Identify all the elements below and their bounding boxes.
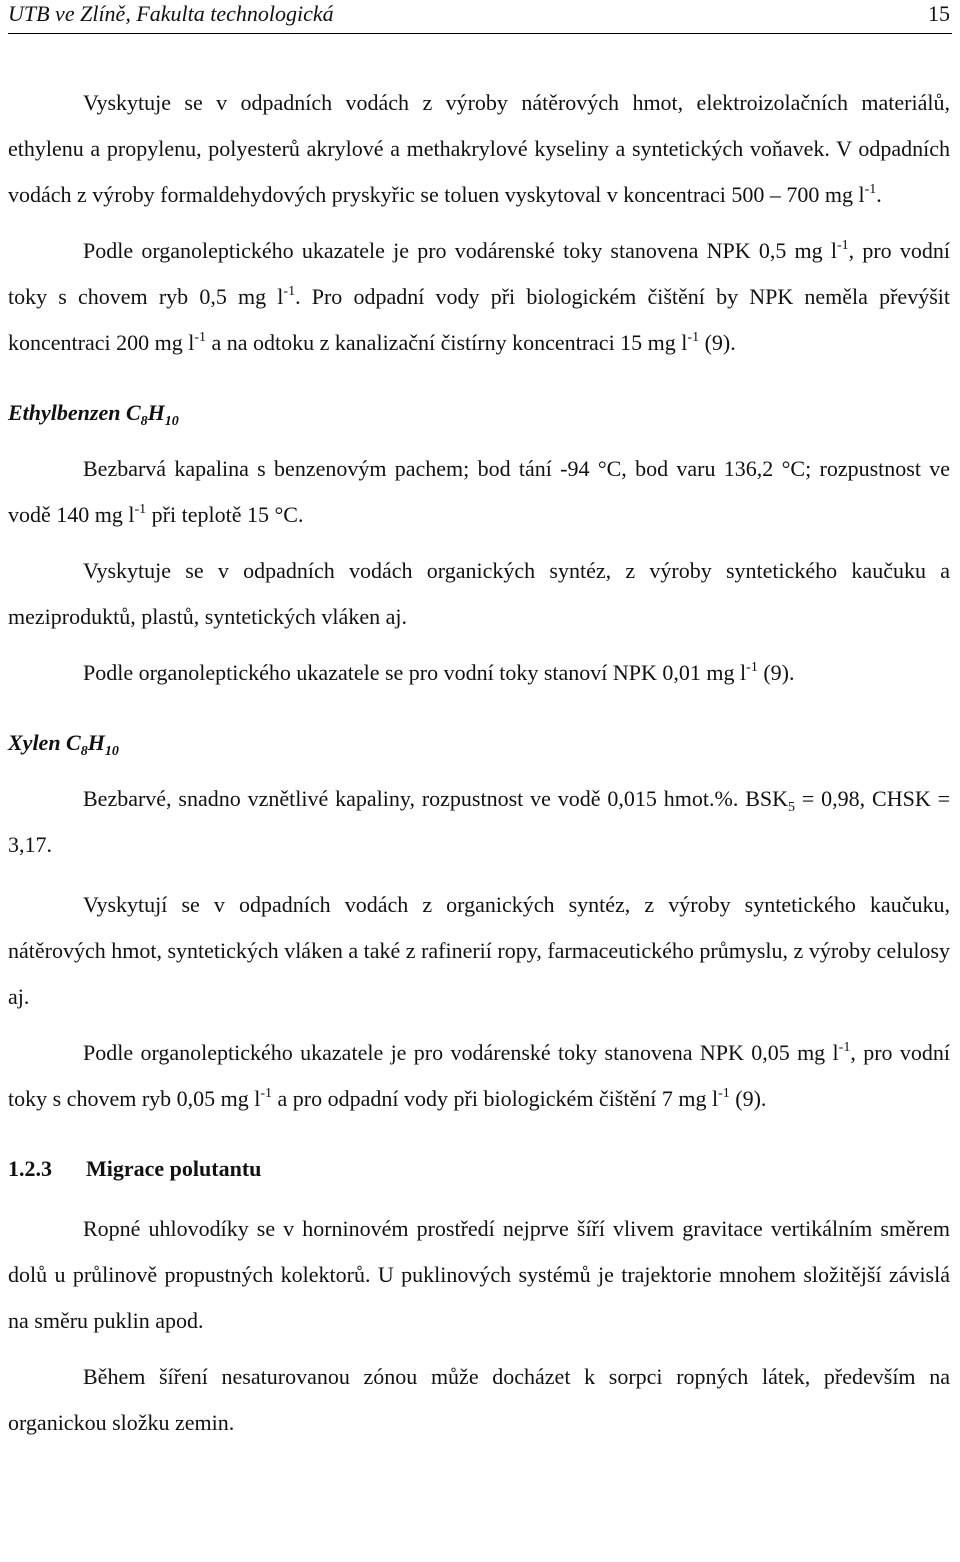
ethylbenzen-npk-paragraph: Podle organoleptického ukazatele se pro vodní toky stanoví NPK 0,01 mg $l^{-1}$ (9). xyxy=(83,660,795,685)
migration-paragraph-2: Během šíření nesaturovanou zónou může docházet k sorpci ropných látek, především na organickou složku zemin. xyxy=(8,1364,950,1435)
ethylbenzen-occurrence-paragraph: Vyskytuje se v odpadních vodách organických syntéz, z výroby syntetického kaučuku a meziproduktů, plastů, syntetických vláken aj. xyxy=(8,558,950,629)
section-number: 1.2.3 xyxy=(8,1156,52,1181)
header-title: UTB ve Zlíně, Fakulta technologická xyxy=(8,1,334,26)
page-number: 15 xyxy=(928,1,950,26)
section-title: Migrace polutantu xyxy=(86,1156,262,1181)
ethylbenzen-heading: Ethylbenzen $C_8H_{10}$ xyxy=(8,400,179,429)
migration-paragraph-1: Ropné uhlovodíky se v horninovém prostředí nejprve šíří vlivem gravitace vertikálním směrem dolů u průlinově propustných kolektorů. U puklinových systémů je trajektorie mnohem složitější závislá na směru puklin apod. xyxy=(8,1216,950,1333)
xylen-npk-paragraph: Podle organoleptického ukazatele je pro vodárenské toky stanovena NPK 0,05 mg $l^{-1}$, pro vodní toky s chovem ryb 0,05 mg $l^{-1}$ a pro odpadní vody při biologickém čištění 7 mg $l^{-1}$ (9). xyxy=(8,1040,950,1111)
page-header xyxy=(8,0,952,34)
page-content xyxy=(8,80,950,1446)
section-heading xyxy=(8,1146,950,1192)
xylen-occurrence-paragraph: Vyskytují se v odpadních vodách z organických syntéz, z výroby syntetického kaučuku, nátěrových hmot, syntetických vláken a také z rafinerií ropy, farmaceutického průmyslu, z výroby celulosy aj. xyxy=(8,892,950,1009)
toluen-occurrence-paragraph: Vyskytuje se v odpadních vodách z výroby nátěrových hmot, elektroizolačních materiálů, ethylenu a propylenu, polyesterů akrylové a methakrylové kyseliny a syntetických voňavek. V odpadních vodách z výroby formaldehydových pryskyřic se toluen vyskytoval v koncentraci 500 – 700 mg $l^{-1}$. xyxy=(8,90,950,207)
xylen-heading: Xylen $C_8H_{10}$ xyxy=(8,730,119,759)
ethylbenzen-properties-paragraph: Bezbarvá kapalina s benzenovým pachem; bod tání -94 °C, bod varu 136,2 °C; rozpustnost ve vodě 140 mg $l^{-1}$ při teplotě 15 °C. xyxy=(8,456,950,527)
toluen-npk-paragraph: Podle organoleptického ukazatele je pro vodárenské toky stanovena NPK 0,5 mg $l^{-1}$, pro vodní toky s chovem ryb 0,5 mg $l^{-1}$. Pro odpadní vody při biologickém čištění by NPK neměla převýšit koncentraci 200 mg $l^{-1}$ a na odtoku z kanalizační čistírny koncentraci 15 mg $l^{-1}$ (9). xyxy=(8,238,950,355)
xylen-properties-paragraph: Bezbarvé, snadno vznětlivé kapaliny, rozpustnost ve vodě 0,015 hmot.%. $BSK_5 = 0,98$, CHSK = 3,17. xyxy=(8,786,951,857)
